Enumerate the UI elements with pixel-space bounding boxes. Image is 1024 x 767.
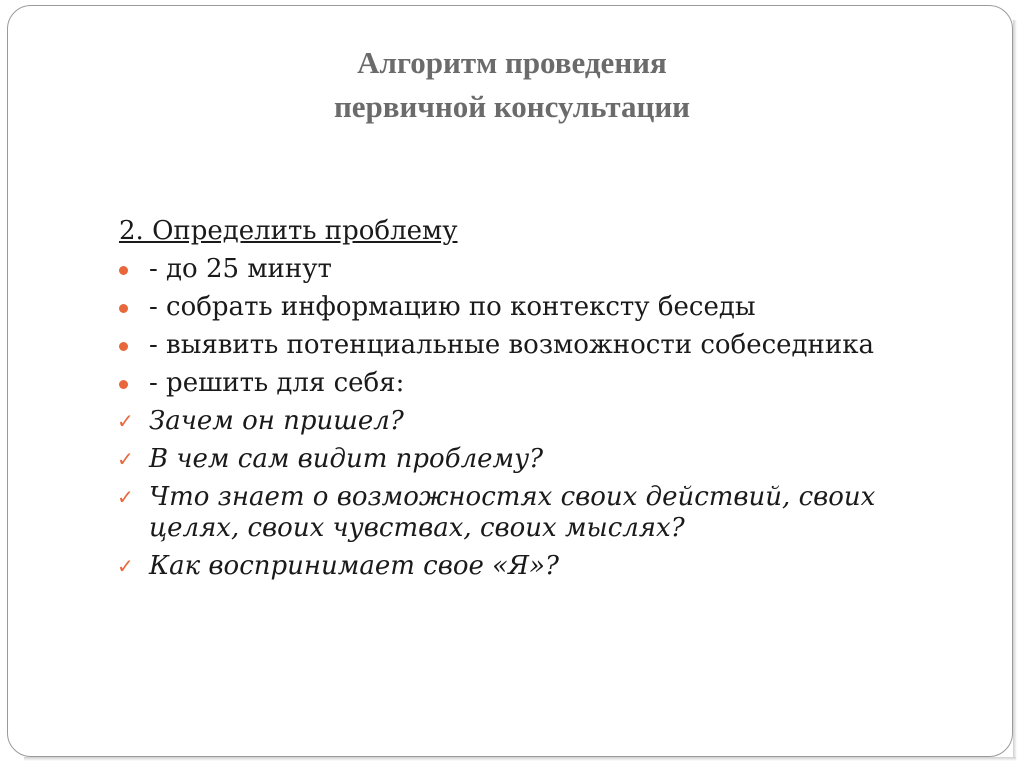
bullet-item	[119, 292, 959, 323]
bullet-dot-icon	[119, 342, 128, 351]
check-item	[119, 406, 959, 437]
bullet-text: - решить для себя:	[149, 368, 405, 398]
check-text: Что знает о возможностях своих действий, своих целях, своих чувствах, своих мыслях?	[149, 482, 876, 543]
check-text: Зачем он пришел?	[149, 406, 404, 436]
checkmark-icon: ✓	[117, 447, 134, 471]
slide-content	[119, 216, 959, 589]
slide-title-line-2: первичной консультации	[333, 89, 691, 124]
bullet-dot-icon	[119, 380, 128, 389]
check-text: В чем сам видит проблему?	[149, 444, 544, 474]
bullet-text: - до 25 минут	[149, 254, 332, 284]
slide-shadow-bottom	[24, 757, 1016, 761]
checkmark-icon: ✓	[117, 485, 134, 509]
bullet-dot-icon	[119, 304, 128, 313]
slide-shadow-right	[1013, 20, 1017, 760]
bullet-item	[119, 368, 959, 399]
bullet-dot-icon	[119, 266, 128, 275]
bullet-item	[119, 254, 959, 285]
check-text: Как воспринимает свое «Я»?	[149, 551, 559, 581]
checkmark-icon: ✓	[117, 554, 134, 578]
slide-title-line-1: Алгоритм проведения	[357, 45, 667, 80]
check-item	[119, 482, 959, 544]
bullet-text: - собрать информацию по контексту беседы	[149, 292, 756, 322]
check-item	[119, 551, 959, 582]
slide-title	[0, 41, 1024, 129]
check-item	[119, 444, 959, 475]
section-heading: 2. Определить проблему	[119, 216, 458, 246]
bullet-text: - выявить потенциальные возможности собеседника	[149, 330, 874, 360]
bullet-item	[119, 330, 959, 361]
checkmark-icon: ✓	[117, 409, 134, 433]
